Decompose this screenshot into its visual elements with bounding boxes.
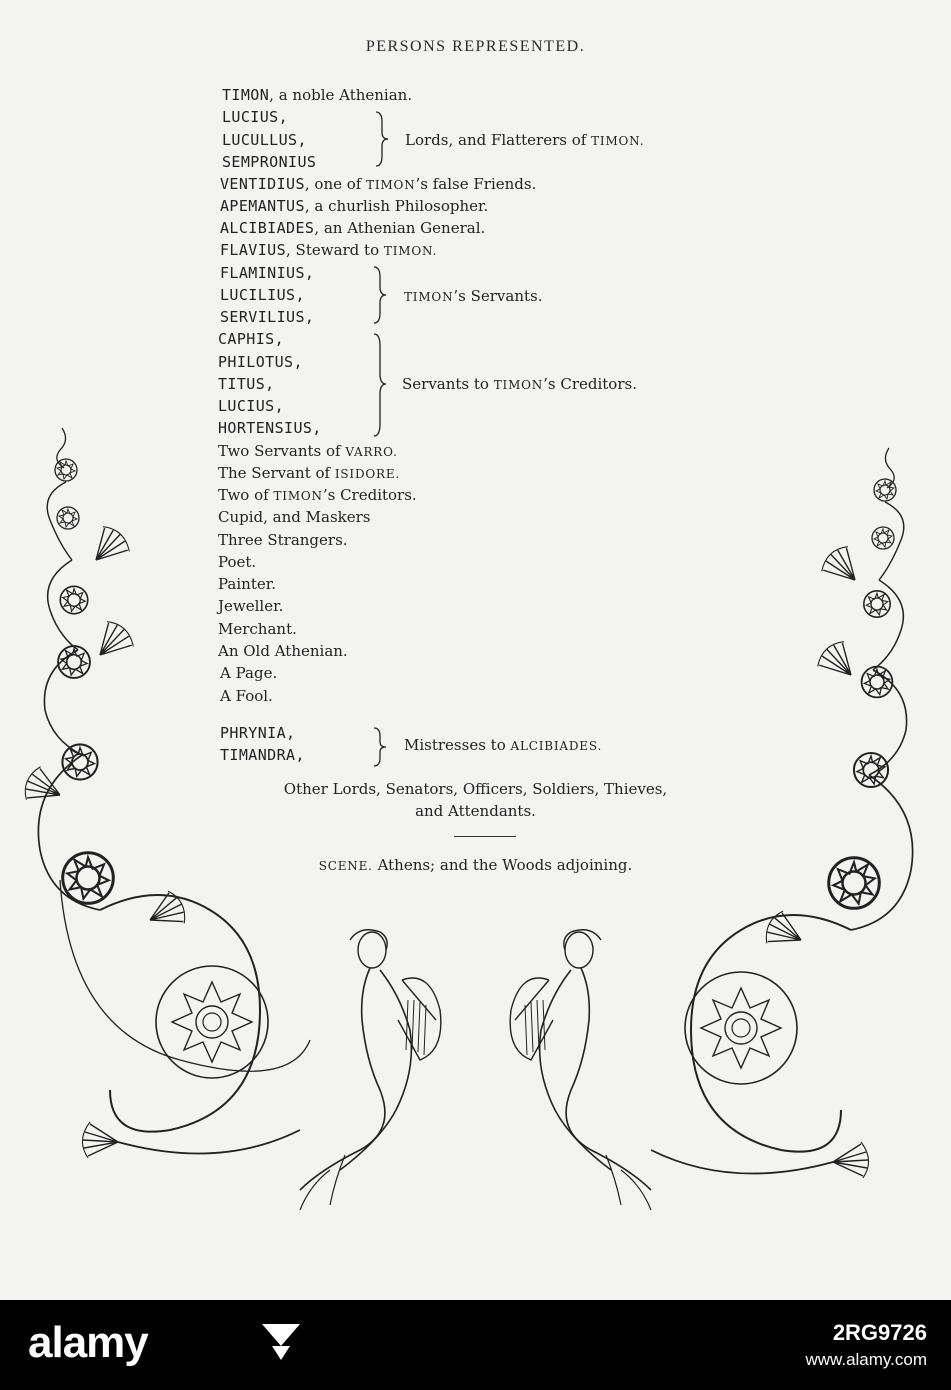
person-lucius: LUCIUS, bbox=[222, 108, 289, 126]
person-desc: , Steward to bbox=[286, 241, 384, 259]
person-name: APEMANTUS bbox=[220, 197, 305, 215]
watermark-logo: alamy bbox=[28, 1318, 148, 1367]
lords-label bbox=[405, 131, 644, 149]
person-lucilius: LUCILIUS, bbox=[220, 286, 305, 304]
person-timon bbox=[222, 86, 412, 104]
person-flavius bbox=[220, 241, 437, 259]
person-desc: Two Servants of bbox=[218, 442, 346, 460]
person-caphis: CAPHIS, bbox=[218, 330, 285, 348]
person-desc: , a noble Athenian. bbox=[269, 86, 413, 104]
person-apemantus bbox=[220, 197, 488, 215]
person-desc: , one of bbox=[304, 175, 367, 193]
page-title: PERSONS REPRESENTED. bbox=[365, 38, 586, 55]
scene-text: Athens; and the Woods adjoining. bbox=[372, 856, 633, 874]
person-desc-smallcaps: TIMON. bbox=[383, 244, 438, 258]
image-id: 2RG9726 bbox=[832, 1320, 927, 1345]
person-desc: Two of bbox=[218, 486, 274, 504]
label-text: Servants to bbox=[402, 375, 494, 393]
person-servilius: SERVILIUS, bbox=[220, 308, 315, 326]
person-page: A Page. bbox=[220, 664, 278, 682]
person-timandra: TIMANDRA, bbox=[220, 746, 305, 764]
person-name: FLAVIUS bbox=[220, 241, 287, 259]
person-hortensius: HORTENSIUS, bbox=[218, 419, 322, 437]
person-poet: Poet. bbox=[218, 553, 257, 571]
decorative-ornament bbox=[0, 410, 951, 1240]
person-phrynia: PHRYNIA, bbox=[220, 724, 296, 742]
person-merchant: Merchant. bbox=[218, 620, 297, 638]
label-text: Lords, and Flatterers of bbox=[405, 131, 592, 149]
person-sempronius: SEMPRONIUS bbox=[222, 153, 317, 171]
person-old-athenian: An Old Athenian. bbox=[218, 642, 348, 660]
others-line-2: and Attendants. bbox=[415, 802, 536, 820]
person-desc-smallcaps: TIMON bbox=[273, 489, 323, 503]
watermark-info bbox=[805, 1320, 927, 1370]
left-lyre-figure bbox=[300, 930, 441, 1210]
person-desc: , an Athenian General. bbox=[314, 219, 486, 237]
person-desc-smallcaps: ISIDORE. bbox=[334, 467, 401, 481]
person-titus: TITUS, bbox=[218, 375, 275, 393]
left-vine bbox=[21, 428, 310, 1158]
brace bbox=[372, 110, 392, 168]
label-text: ’s Creditors. bbox=[543, 375, 637, 393]
right-vine bbox=[651, 448, 913, 1178]
person-alcibiades bbox=[220, 219, 485, 237]
servants-label bbox=[404, 287, 543, 305]
person-desc: ’s Creditors. bbox=[322, 486, 417, 504]
person-flaminius: FLAMINIUS, bbox=[220, 264, 315, 282]
label-text: Mistresses to bbox=[404, 736, 511, 754]
person-desc: , a churlish Philosopher. bbox=[304, 197, 489, 215]
creditor-servants-label bbox=[402, 375, 637, 393]
person-desc: ’s false Friends. bbox=[415, 175, 537, 193]
label-smallcaps: TIMON. bbox=[591, 134, 645, 148]
person-ventidius bbox=[220, 175, 536, 193]
person-lucius-2: LUCIUS, bbox=[218, 397, 285, 415]
brace bbox=[370, 265, 390, 325]
person-jeweller: Jeweller. bbox=[218, 597, 284, 615]
right-lyre-figure bbox=[510, 930, 651, 1210]
watermark-url: www.alamy.com bbox=[805, 1350, 927, 1369]
label-smallcaps: TIMON bbox=[493, 378, 544, 392]
person-desc-smallcaps: VARRO. bbox=[345, 445, 398, 459]
others-line-1: Other Lords, Senators, Officers, Soldiers, Thieves, bbox=[283, 780, 668, 798]
label-smallcaps: TIMON bbox=[404, 290, 454, 304]
label-smallcaps: ALCIBIADES. bbox=[510, 739, 603, 753]
person-painter: Painter. bbox=[218, 575, 277, 593]
person-lucullus: LUCULLUS, bbox=[222, 131, 307, 149]
person-strangers: Three Strangers. bbox=[218, 531, 348, 549]
person-name: ALCIBIADES bbox=[220, 219, 315, 237]
person-cupid: Cupid, and Maskers bbox=[218, 508, 371, 526]
person-fool: A Fool. bbox=[220, 687, 273, 705]
person-name: TIMON bbox=[222, 86, 270, 104]
logo-mark-icon bbox=[258, 1316, 304, 1366]
person-name: VENTIDIUS bbox=[220, 175, 305, 193]
scene-label: SCENE. bbox=[318, 859, 373, 873]
person-desc-smallcaps: TIMON bbox=[366, 178, 416, 192]
label-text: ’s Servants. bbox=[453, 287, 543, 305]
person-philotus: PHILOTUS, bbox=[218, 353, 303, 371]
person-desc: The Servant of bbox=[218, 464, 335, 482]
